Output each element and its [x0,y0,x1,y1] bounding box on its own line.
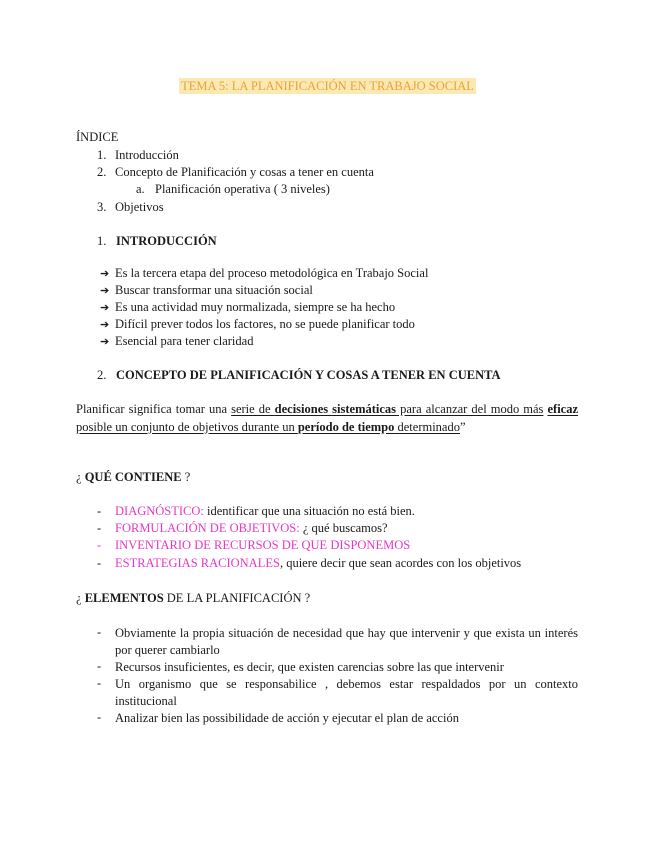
index-num: 2. [97,165,107,179]
list-item: Un organismo que se responsabilice , debemos estar respaldados por un contexto institucional [115,677,578,708]
list-item: INVENTARIO DE RECURSOS DE QUE DISPONEMOS [115,538,411,552]
index-num: 1. [97,148,107,162]
section-number: 1. [97,234,107,248]
dash-bullet-icon: - [97,625,102,639]
arrow-bullet-icon: ➔ [100,268,110,280]
dash-bullet-icon: - [97,659,102,673]
dash-bullet-icon: - [97,504,102,518]
dash-bullet-icon: - [97,556,102,570]
arrow-bullet-icon: ➔ [100,285,110,297]
question-heading-contiene: ¿ QUÉ CONTIENE ? [76,470,191,484]
section-heading-concepto: CONCEPTO DE PLANIFICACIÓN Y COSAS A TENER EN CUENTA [116,368,501,382]
dash-bullet-icon: - [97,710,102,724]
list-item: Difícil prever todos los factores, no se puede planificar todo [115,317,415,331]
list-item: Recursos insuficientes, es decir, que existen carencias sobre las que intervenir [115,660,504,674]
document-title: TEMA 5: LA PLANIFICACIÓN EN TRABAJO SOCIAL [181,79,474,93]
index-item-concepto: Concepto de Planificación y cosas a tener en cuenta [115,165,374,179]
arrow-bullet-icon: ➔ [100,336,110,348]
dash-bullet-icon: - [97,521,102,535]
list-item: Esencial para tener claridad [115,334,254,348]
list-item: Buscar transformar una situación social [115,283,313,297]
definition-paragraph: Planificar significa tomar una serie de decisiones sistemáticas para alcanzar del modo más eficaz posible un conjunto de objetivos durante un período de tiempo determinado” [76,402,579,434]
index-item-introduccion: Introducción [115,148,179,162]
index-num: 3. [97,200,107,214]
list-item: ESTRATEGIAS RACIONALES, quiere decir que sean acordes con los objetivos [115,556,522,570]
list-item: Es una actividad muy normalizada, siempre se ha hecho [115,300,396,314]
list-item: FORMULACIÓN DE OBJETIVOS: ¿ qué buscamos? [115,521,388,535]
section-heading-introduccion: INTRODUCCIÓN [116,234,217,248]
dash-bullet-icon: - [97,676,102,690]
list-item: Es la tercera etapa del proceso metodológica en Trabajo Social [115,266,429,280]
index-item-objetivos: Objetivos [115,200,164,214]
index-item-planificacion-operativa: Planificación operativa ( 3 niveles) [155,182,330,196]
arrow-bullet-icon: ➔ [100,302,110,314]
section-number: 2. [97,368,107,382]
list-item: Obviamente la propia situación de necesidad que hay que intervenir y que exista un interés por querer cambiarlo [115,626,578,657]
list-item: Analizar bien las possibilidade de acción y ejecutar el plan de acción [115,711,459,725]
index-label: ÍNDICE [76,130,119,144]
list-item: DIAGNÓSTICO: identificar que una situación no está bien. [115,504,415,518]
index-num: a. [136,182,145,196]
question-heading-elementos: ¿ ELEMENTOS DE LA PLANIFICACIÓN ? [76,591,311,605]
arrow-bullet-icon: ➔ [100,319,110,331]
dash-bullet-icon: - [97,538,102,552]
